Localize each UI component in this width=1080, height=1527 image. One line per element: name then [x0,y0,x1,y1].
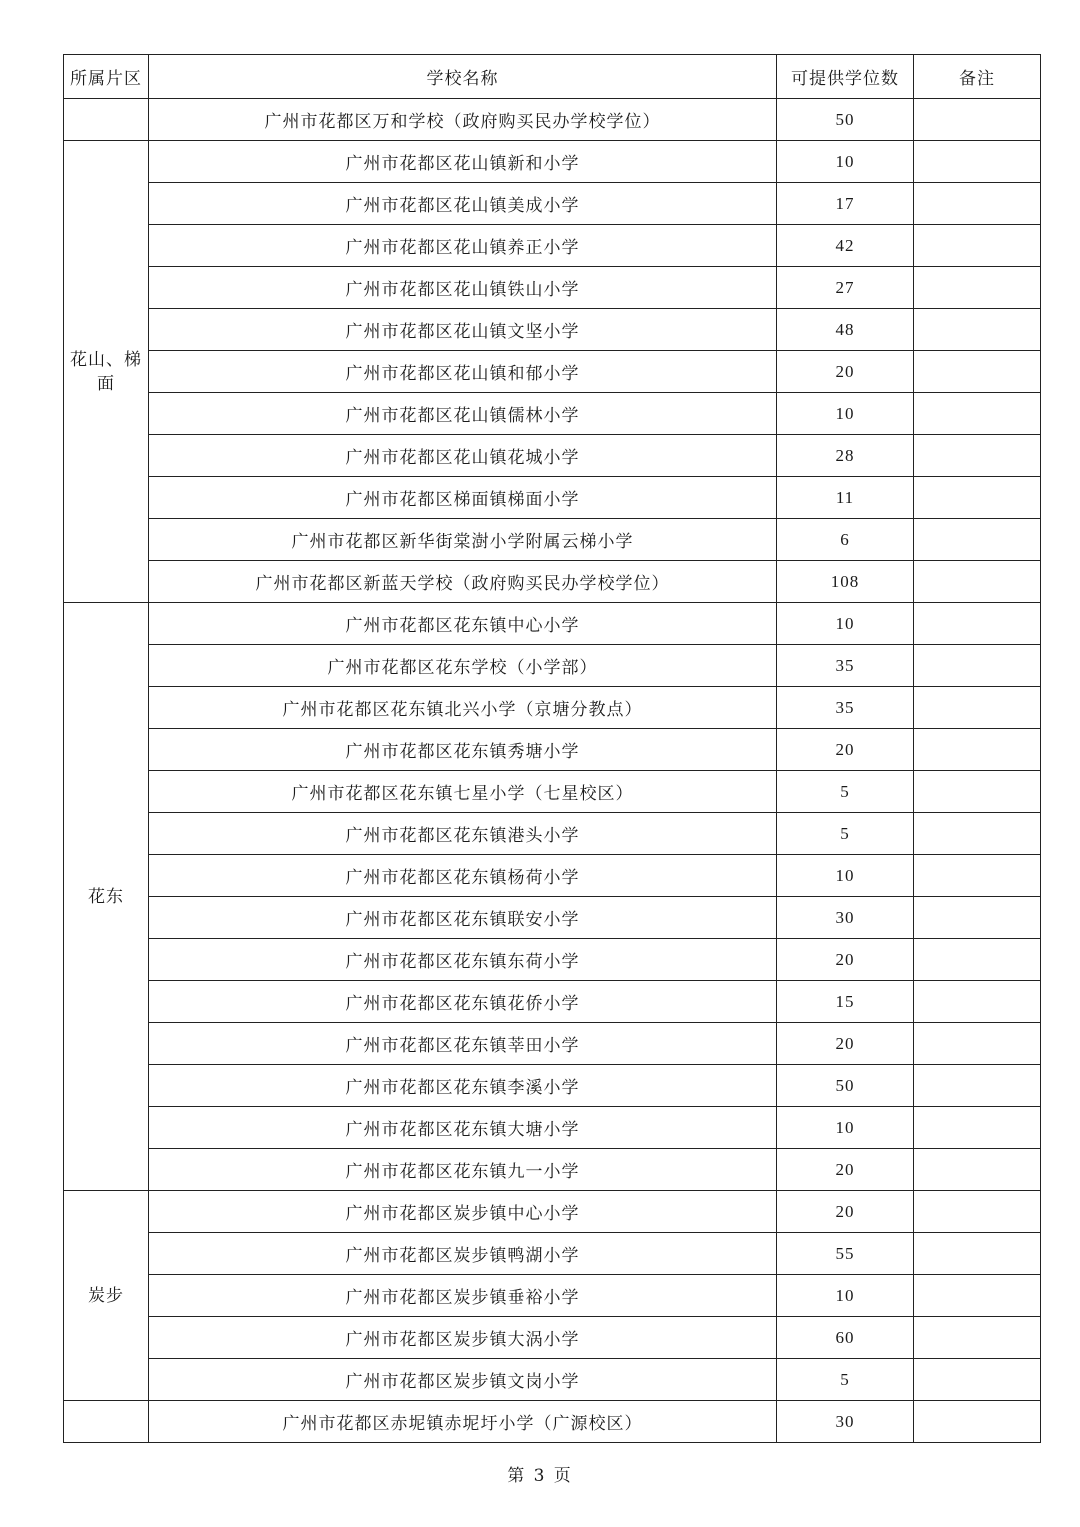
table-row [64,855,1041,897]
note-cell [914,981,1041,1023]
seats-cell: 48 [777,309,914,351]
note-cell [914,99,1041,141]
school-name-cell: 广州市花都区梯面镇梯面小学 [149,477,777,519]
note-cell [914,225,1041,267]
area-cell [64,99,149,141]
seats-cell: 28 [777,435,914,477]
note-cell [914,813,1041,855]
school-name-cell: 广州市花都区新蓝天学校（政府购买民办学校学位） [149,561,777,603]
table-row [64,603,1041,645]
seats-cell: 55 [777,1233,914,1275]
note-cell [914,939,1041,981]
note-cell [914,897,1041,939]
note-cell [914,561,1041,603]
school-name-cell: 广州市花都区花山镇儒林小学 [149,393,777,435]
seats-cell: 108 [777,561,914,603]
area-cell-tanbu: 炭步 [64,1191,149,1401]
note-cell [914,1065,1041,1107]
table-row [64,519,1041,561]
note-cell [914,1359,1041,1401]
school-name-cell: 广州市花都区炭步镇大涡小学 [149,1317,777,1359]
table-row [64,981,1041,1023]
table-row [64,1233,1041,1275]
note-cell [914,855,1041,897]
note-cell [914,1191,1041,1233]
table-row [64,561,1041,603]
school-name-cell: 广州市花都区花东镇北兴小学（京塘分教点） [149,687,777,729]
note-cell [914,603,1041,645]
seats-cell: 20 [777,1023,914,1065]
note-cell [914,519,1041,561]
table-row [64,1107,1041,1149]
table-row [64,1359,1041,1401]
note-cell [914,1317,1041,1359]
school-name-cell: 广州市花都区花山镇新和小学 [149,141,777,183]
school-name-cell: 广州市花都区花山镇花城小学 [149,435,777,477]
school-name-cell: 广州市花都区花东镇联安小学 [149,897,777,939]
table-row [64,435,1041,477]
table-row [64,309,1041,351]
school-name-cell: 广州市花都区花山镇和郁小学 [149,351,777,393]
table-row [64,939,1041,981]
school-name-cell: 广州市花都区花山镇铁山小学 [149,267,777,309]
seats-cell: 10 [777,1275,914,1317]
table-row [64,477,1041,519]
school-name-cell: 广州市花都区炭步镇中心小学 [149,1191,777,1233]
seats-cell: 50 [777,99,914,141]
area-cell [64,1401,149,1443]
school-name-cell: 广州市花都区花东学校（小学部） [149,645,777,687]
table-row [64,1023,1041,1065]
note-cell [914,309,1041,351]
table-row [64,1149,1041,1191]
school-name-cell: 广州市花都区炭步镇文岗小学 [149,1359,777,1401]
seats-cell: 10 [777,141,914,183]
seats-cell: 20 [777,729,914,771]
school-name-cell: 广州市花都区花东镇港头小学 [149,813,777,855]
table-row [64,687,1041,729]
school-name-cell: 广州市花都区花东镇东荷小学 [149,939,777,981]
area-cell-huashan-timian: 花山、梯面 [64,141,149,603]
school-name-cell: 广州市花都区花山镇美成小学 [149,183,777,225]
note-cell [914,1149,1041,1191]
table-row [64,141,1041,183]
note-cell [914,1401,1041,1443]
seats-cell: 5 [777,813,914,855]
seats-cell: 60 [777,1317,914,1359]
seats-cell: 35 [777,687,914,729]
seats-cell: 10 [777,393,914,435]
note-cell [914,1233,1041,1275]
school-name-cell: 广州市花都区炭步镇垂裕小学 [149,1275,777,1317]
table-row [64,1275,1041,1317]
header-note: 备注 [914,55,1041,99]
note-cell [914,771,1041,813]
note-cell [914,267,1041,309]
note-cell [914,477,1041,519]
note-cell [914,1023,1041,1065]
note-cell [914,645,1041,687]
table-row [64,771,1041,813]
school-name-cell: 广州市花都区花东镇秀塘小学 [149,729,777,771]
seats-cell: 5 [777,1359,914,1401]
seats-cell: 20 [777,1149,914,1191]
table-row [64,1317,1041,1359]
table-row [64,1191,1041,1233]
school-name-cell: 广州市花都区花东镇大塘小学 [149,1107,777,1149]
seats-cell: 35 [777,645,914,687]
school-name-cell: 广州市花都区花东镇莘田小学 [149,1023,777,1065]
school-name-cell: 广州市花都区花东镇七星小学（七星校区） [149,771,777,813]
seats-cell: 11 [777,477,914,519]
note-cell [914,1275,1041,1317]
seats-cell: 20 [777,351,914,393]
school-name-cell: 广州市花都区花东镇李溪小学 [149,1065,777,1107]
school-name-cell: 广州市花都区花山镇文坚小学 [149,309,777,351]
note-cell [914,435,1041,477]
table-row [64,897,1041,939]
seats-cell: 10 [777,1107,914,1149]
school-name-cell: 广州市花都区新华街棠澍小学附属云梯小学 [149,519,777,561]
seats-cell: 30 [777,1401,914,1443]
seats-cell: 10 [777,603,914,645]
header-seats: 可提供学位数 [777,55,914,99]
table-row [64,267,1041,309]
seats-cell: 42 [777,225,914,267]
table-row [64,1401,1041,1443]
table-row [64,393,1041,435]
table-row [64,225,1041,267]
note-cell [914,729,1041,771]
seats-cell: 50 [777,1065,914,1107]
seats-cell: 20 [777,939,914,981]
page-number: 第 3 页 [507,1466,573,1486]
table-row [64,351,1041,393]
seats-cell: 5 [777,771,914,813]
seats-cell: 30 [777,897,914,939]
seats-cell: 17 [777,183,914,225]
seats-cell: 15 [777,981,914,1023]
school-name-cell: 广州市花都区炭步镇鸭湖小学 [149,1233,777,1275]
seats-cell: 6 [777,519,914,561]
note-cell [914,141,1041,183]
school-name-cell: 广州市花都区赤坭镇赤坭圩小学（广源校区） [149,1401,777,1443]
note-cell [914,183,1041,225]
note-cell [914,351,1041,393]
table-row [64,645,1041,687]
school-name-cell: 广州市花都区花东镇花侨小学 [149,981,777,1023]
area-cell-huadong: 花东 [64,603,149,1191]
note-cell [914,393,1041,435]
table-row [64,813,1041,855]
seats-cell: 20 [777,1191,914,1233]
table-header-row [64,55,1041,99]
note-cell [914,687,1041,729]
school-seats-table [63,54,1041,1443]
table-row [64,99,1041,141]
seats-cell: 27 [777,267,914,309]
header-area: 所属片区 [64,55,149,99]
table-row [64,183,1041,225]
seats-cell: 10 [777,855,914,897]
school-name-cell: 广州市花都区花东镇杨荷小学 [149,855,777,897]
table-row [64,1065,1041,1107]
table-row [64,729,1041,771]
note-cell [914,1107,1041,1149]
school-name-cell: 广州市花都区花东镇中心小学 [149,603,777,645]
school-name-cell: 广州市花都区花山镇养正小学 [149,225,777,267]
school-name-cell: 广州市花都区万和学校（政府购买民办学校学位） [149,99,777,141]
school-name-cell: 广州市花都区花东镇九一小学 [149,1149,777,1191]
header-school-name: 学校名称 [149,55,777,99]
